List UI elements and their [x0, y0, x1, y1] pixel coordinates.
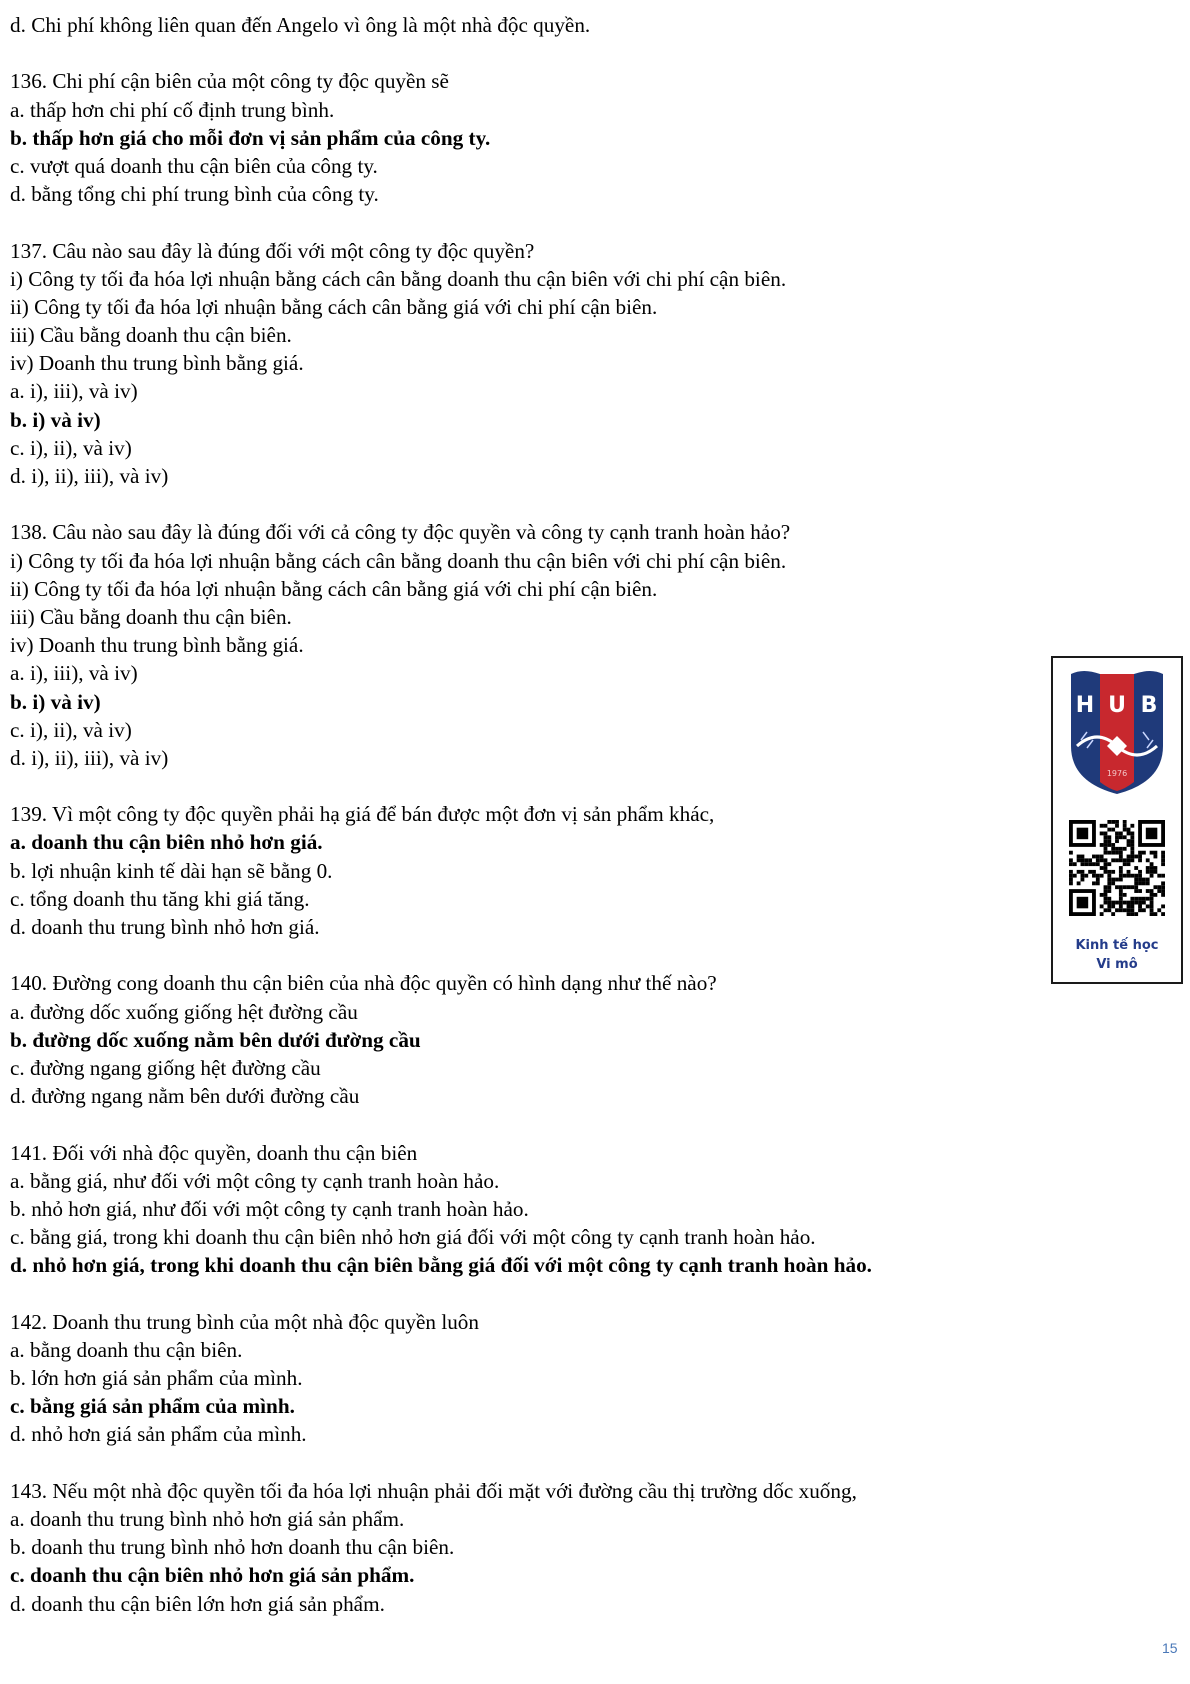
text-line: iii) Cầu bằng doanh thu cận biên.: [10, 604, 292, 629]
text-line: d. doanh thu trung bình nhỏ hơn giá.: [10, 915, 320, 939]
text-line: d. nhỏ hơn giá sản phẩm của mình.: [10, 1422, 307, 1447]
text-line: a. bằng doanh thu cận biên.: [10, 1337, 243, 1362]
answer-line-correct: a. doanh thu cận biên nhỏ hơn giá.: [10, 830, 323, 855]
text-line: 139. Vì một công ty độc quyền phải hạ giá để bán được một đơn vị sản phẩm khác,: [10, 802, 715, 827]
text-line: 140. Đường cong doanh thu cận biên của nhà độc quyền có hình dạng như thế nào?: [10, 971, 717, 996]
answer-line-correct: b. đường dốc xuống nằm bên dưới đường cầu: [10, 1027, 421, 1052]
text-line: 141. Đối với nhà độc quyền, doanh thu cận biên: [10, 1140, 418, 1165]
blank-line: [10, 1279, 1040, 1307]
text-line: 142. Doanh thu trung bình của một nhà độc quyền luôn: [10, 1309, 479, 1334]
logo-caption-subtitle: Vi mô: [1096, 957, 1138, 972]
text-line: d. đường ngang nằm bên dưới đường cầu: [10, 1084, 360, 1109]
logo-letter-b: B: [1140, 693, 1158, 718]
text-line: d. Chi phí không liên quan đến Angelo vì ông là một nhà độc quyền.: [10, 13, 591, 37]
document-body: [10, 11, 1040, 1618]
text-line: d. bằng tổng chi phí trung bình của công ty.: [10, 182, 379, 207]
text-line: d. doanh thu cận biên lớn hơn giá sản phẩm.: [10, 1591, 385, 1616]
text-line: iv) Doanh thu trung bình bằng giá.: [10, 351, 304, 376]
blank-line: [10, 772, 1040, 800]
qr-code-icon: [1069, 820, 1165, 916]
blank-line: [10, 490, 1040, 518]
text-line: a. doanh thu trung bình nhỏ hơn giá sản phẩm.: [10, 1506, 405, 1531]
text-line: c. i), ii), và iv): [10, 435, 132, 460]
page-number: 15: [1162, 1640, 1178, 1656]
blank-line: [10, 941, 1040, 969]
answer-line-correct: c. doanh thu cận biên nhỏ hơn giá sản phẩm.: [10, 1563, 415, 1588]
text-line: 138. Câu nào sau đây là đúng đối với cả công ty độc quyền và công ty cạnh tranh hoàn hảo?: [10, 520, 791, 545]
answer-line-correct: b. i) và iv): [10, 407, 101, 432]
text-line: 137. Câu nào sau đây là đúng đối với một công ty độc quyền?: [10, 238, 535, 263]
blank-line: [10, 208, 1040, 236]
answer-line-correct: b. i) và iv): [10, 689, 101, 714]
hub-shield-logo: [1053, 662, 1181, 802]
text-line: b. lớn hơn giá sản phẩm của mình.: [10, 1366, 303, 1390]
text-line: b. nhỏ hơn giá, như đối với một công ty cạnh tranh hoàn hảo.: [10, 1196, 529, 1221]
text-line: a. i), iii), và iv): [10, 661, 138, 686]
text-line: d. i), ii), iii), và iv): [10, 464, 169, 488]
text-line: b. doanh thu trung bình nhỏ hơn doanh thu cận biên.: [10, 1535, 455, 1560]
text-line: ii) Công ty tối đa hóa lợi nhuận bằng cách cân bằng giá với chi phí cận biên.: [10, 294, 658, 319]
text-line: a. thấp hơn chi phí cố định trung bình.: [10, 97, 335, 122]
blank-line: [10, 39, 1040, 67]
text-line: 136. Chi phí cận biên của một công ty độc quyền sẽ: [10, 69, 449, 94]
blank-line: [10, 1110, 1040, 1138]
answer-line-correct: d. nhỏ hơn giá, trong khi doanh thu cận biên bằng giá đối với một công ty cạnh tranh hoàn hảo.: [10, 1253, 872, 1278]
text-line: a. bằng giá, như đối với một công ty cạnh tranh hoàn hảo.: [10, 1168, 500, 1193]
text-line: c. vượt quá doanh thu cận biên của công ty.: [10, 153, 378, 178]
text-line: a. i), iii), và iv): [10, 379, 138, 404]
blank-line: [10, 1449, 1040, 1477]
text-line: 143. Nếu một nhà độc quyền tối đa hóa lợi nhuận phải đối mặt với đường cầu thị trường dốc xuống,: [10, 1478, 857, 1503]
text-line: i) Công ty tối đa hóa lợi nhuận bằng cách cân bằng doanh thu cận biên với chi phí cận biên.: [10, 266, 787, 291]
text-line: i) Công ty tối đa hóa lợi nhuận bằng cách cân bằng doanh thu cận biên với chi phí cận biên.: [10, 548, 787, 573]
answer-line-correct: c. bằng giá sản phẩm của mình.: [10, 1394, 295, 1419]
text-line: ii) Công ty tối đa hóa lợi nhuận bằng cách cân bằng giá với chi phí cận biên.: [10, 576, 658, 601]
text-line: a. đường dốc xuống giống hệt đường cầu: [10, 999, 358, 1024]
logo-year: 1976: [1106, 769, 1128, 778]
text-line: c. i), ii), và iv): [10, 717, 132, 742]
text-line: d. i), ii), iii), và iv): [10, 745, 169, 770]
answer-line-correct: b. thấp hơn giá cho mỗi đơn vị sản phẩm của công ty.: [10, 125, 491, 150]
hub-logo-panel: [1051, 656, 1183, 984]
logo-caption: [1053, 936, 1181, 974]
logo-letter-u: U: [1108, 693, 1126, 718]
text-line: iv) Doanh thu trung bình bằng giá.: [10, 633, 304, 658]
text-line: b. lợi nhuận kinh tế dài hạn sẽ bằng 0.: [10, 858, 333, 883]
text-line: c. tổng doanh thu tăng khi giá tăng.: [10, 886, 310, 911]
text-line: c. đường ngang giống hệt đường cầu: [10, 1055, 321, 1080]
logo-caption-title: Kinh tế học: [1075, 938, 1159, 953]
logo-letter-h: H: [1075, 693, 1095, 718]
text-line: iii) Cầu bằng doanh thu cận biên.: [10, 323, 292, 348]
text-line: c. bằng giá, trong khi doanh thu cận biên nhỏ hơn giá đối với một công ty cạnh tranh hoàn hảo.: [10, 1225, 816, 1250]
